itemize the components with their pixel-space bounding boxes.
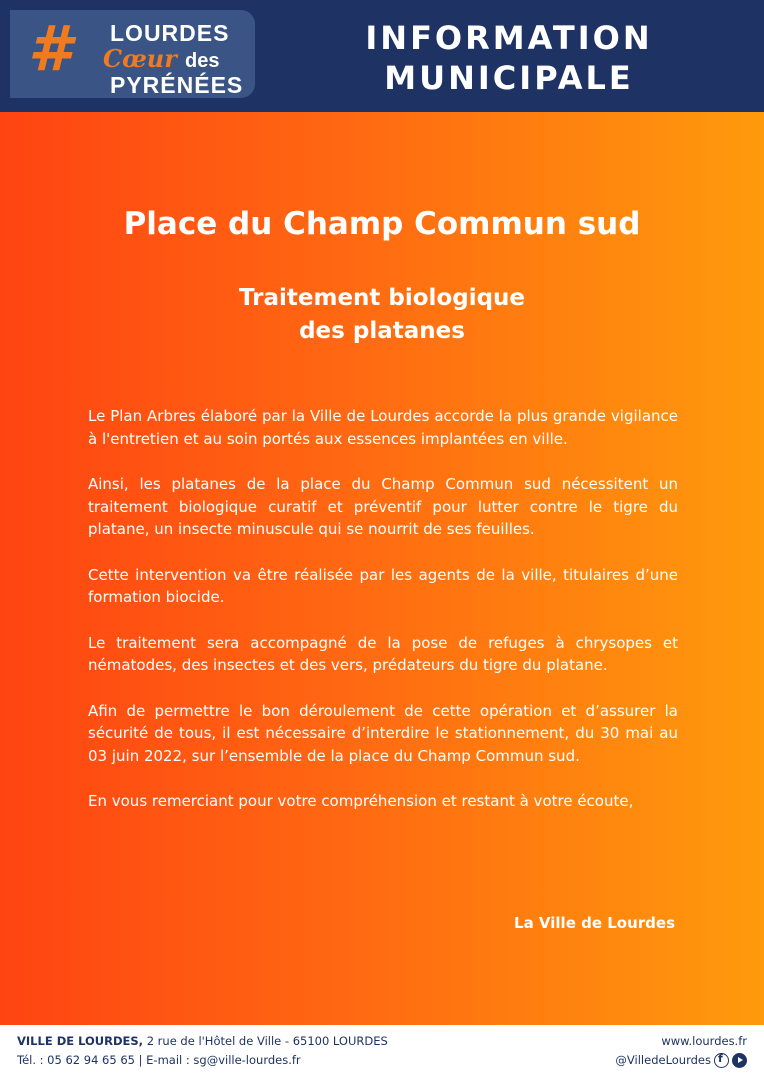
youtube-icon[interactable] [732,1053,747,1068]
logo-coeur: Cœur [103,44,177,73]
paragraph-5: Afin de permettre le bon déroulement de cette opération et d’assurer la sécurité de tous, il est nécessaire d’interdire le stationnement, du 30 mai au 03 juin 2022, sur l’ensemble de la place du Champ Commun sud. [88,701,678,765]
header-title [344,18,674,98]
social-handle[interactable]: @VilledeLourdes [615,1053,711,1067]
footer-org-name: VILLE DE LOURDES, [17,1034,144,1048]
logo-hash: # [28,12,72,85]
notice-subtitle [0,282,764,348]
facebook-icon[interactable] [714,1053,729,1068]
footer-address [17,1034,388,1048]
notice-title: Place du Champ Commun sud [123,206,641,242]
footer-website-link[interactable]: www.lourdes.fr [661,1034,747,1048]
subtitle-line1: Traitement biologique [238,285,526,311]
header-banner [0,0,764,112]
footer-address-text: 2 rue de l'Hôtel de Ville - 65100 LOURDES [143,1034,388,1048]
logo-des: des [185,50,220,72]
notice-text [88,405,678,836]
footer-contact[interactable]: Tél. : 05 62 94 65 65 | E-mail : sg@ville-lourdes.fr [17,1053,301,1067]
lourdes-logo[interactable] [10,10,255,98]
header-title-line2: MUNICIPALE [384,59,634,97]
notice-body [0,112,764,1025]
signature: La Ville de Lourdes [514,914,675,932]
paragraph-3: Cette intervention va être réalisée par les agents de la ville, titulaires d’une formation biocide. [88,565,678,606]
footer-social [615,1050,747,1070]
paragraph-4: Le traitement sera accompagné de la pose de refuges à chrysopes et nématodes, des insectes et des vers, prédateurs du tigre du platane. [88,633,678,674]
logo-lourdes: LOURDES [110,20,230,46]
paragraph-1: Le Plan Arbres élaboré par la Ville de Lourdes accorde la plus grande vigilance à l'entretien et au soin portés aux essences implantées en ville. [88,407,678,448]
subtitle-line2: des platanes [299,318,465,344]
footer [0,1025,764,1080]
paragraph-6: En vous remerciant pour votre compréhension et restant à votre écoute, [88,792,634,810]
logo-pyrenees: PYRÉNÉES [110,72,244,98]
paragraph-2: Ainsi, les platanes de la place du Champ Commun sud nécessitent un traitement biologique curatif et préventif pour lutter contre le tigre du platane, un insecte minuscule qui se nourrit de ses feuilles. [88,475,678,538]
header-title-line1: INFORMATION [365,19,653,57]
